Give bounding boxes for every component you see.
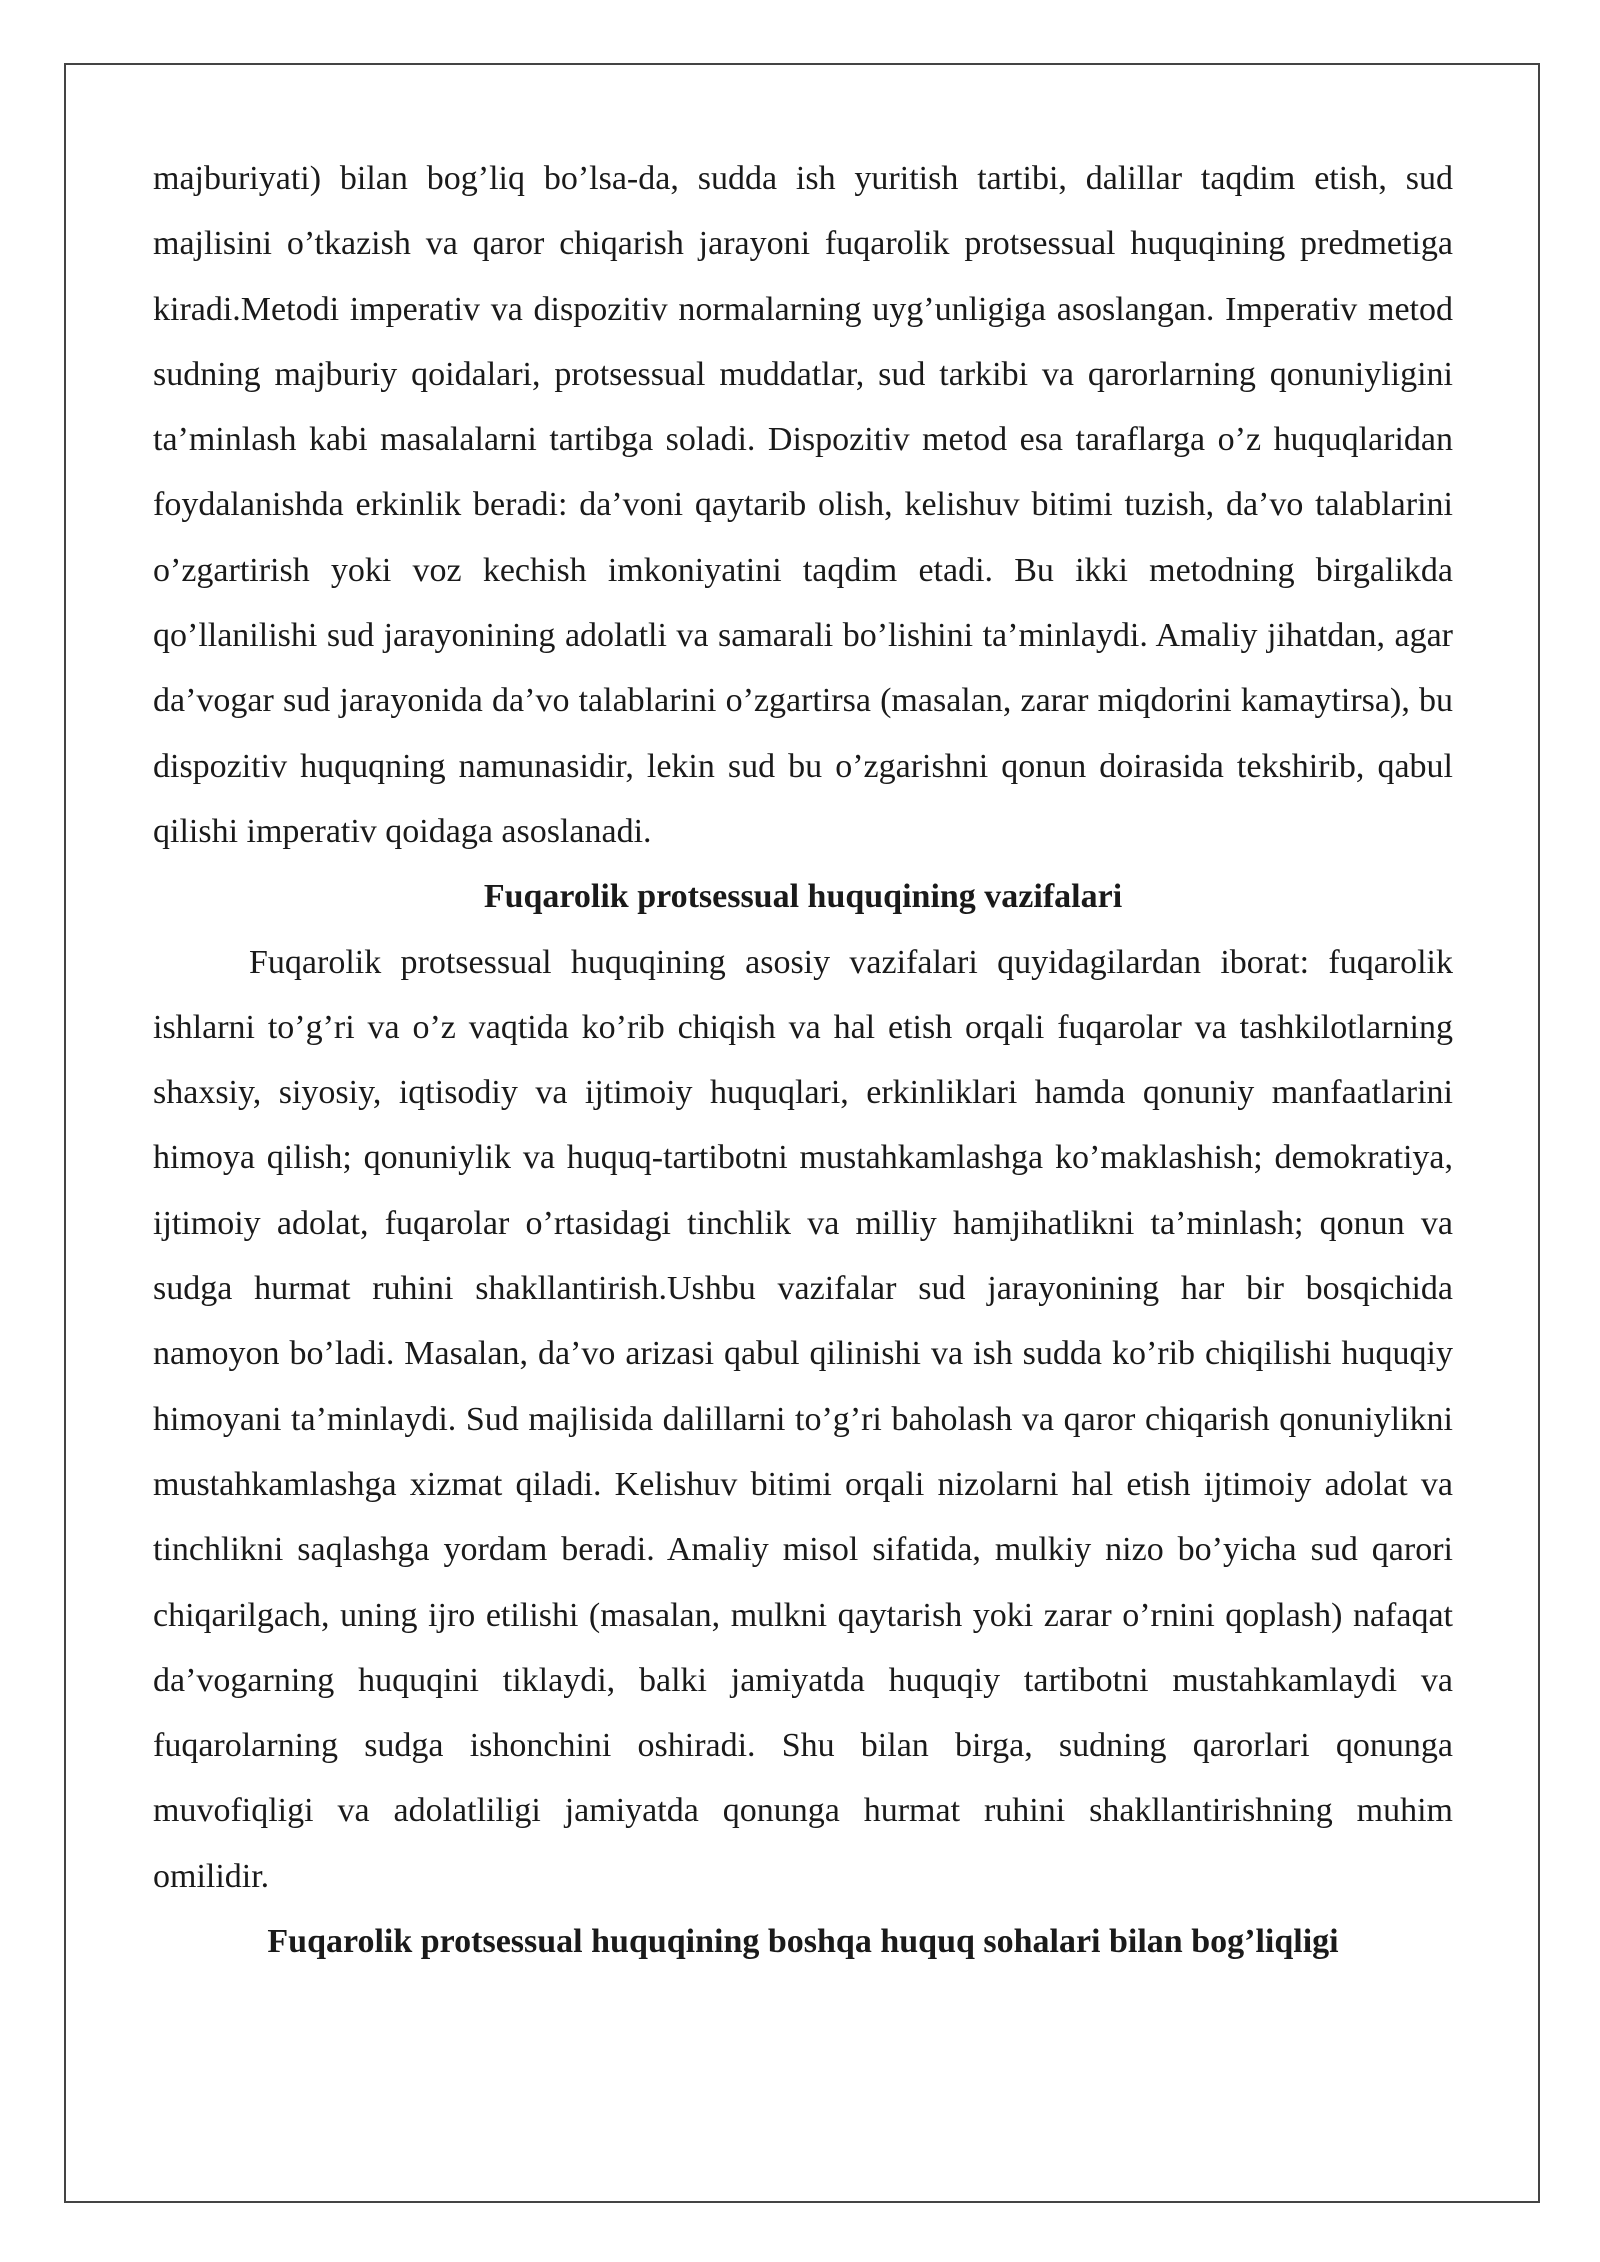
section-heading-tasks: Fuqarolik protsessual huquqining vazifalari [483, 878, 1123, 916]
section-heading-relations: Fuqarolik protsessual huquqining boshqa huquq sohalari bilan bog’liqligi [267, 1923, 1339, 1961]
paragraph-tasks: Fuqarolik protsessual huquqining asosiy vazifalari quyidagilardan iborat: fuqarolik ishlarni to’g’ri va o’z vaqtida ko’rib chiqish va hal etish orqali fuqarolar va tashkilotlarning shaxsiy, siyosiy, iqtisodiy va ijtimoiy huquqlari, erkinliklari hamda qonuniy manfaatlarini himoya qilish; qonuniylik va huquq-tartibotni mustahkamlashga ko’maklashish; demokratiya, ijtimoiy adolat, fuqarolar o’rtasidagi tinchlik va milliy hamjihatlikni ta’minlash; qonun va sudga hurmat ruhini shakllantirish.Ushbu vazifalar sud jarayonining har bir bosqichida namoyon bo’ladi. Masalan, da’vo arizasi qabul qilinishi va ish sudda ko’rib chiqilishi huquqiy himoyani ta’minlaydi. Sud majlisida dalillarni to’g’ri baholash va qaror chiqarish qonuniylikni mustahkamlashga xizmat qiladi. Kelishuv bitimi orqali nizolarni hal etish ijtimoiy adolat va tinchlikni saqlashga yordam beradi. Amaliy misol sifatida, mulkiy nizo bo’yicha sud qarori chiqarilgach, uning ijro etilishi (masalan, mulkni qaytarish yoki zarar o’rnini qoplash) nafaqat da’vogarning huquqini tiklaydi, balki jamiyatda huquqiy tartibotni mustahkamlaydi va fuqarolarning sudga ishonchini oshiradi. Shu bilan birga, sudning qarorlari qonunga muvofiqligi va adolatliligi jamiyatda qonunga hurmat ruhini shakllantirishning muhim omilidir. [153, 943, 1453, 1895]
paragraph-methods: majburiyati) bilan bog’liq bo’lsa-da, sudda ish yuritish tartibi, dalillar taqdim etish, sud majlisini o’tkazish va qaror chiqarish jarayoni fuqarolik protsessual huquqining predmetiga kiradi.Metodi imperativ va dispozitiv normalarning uyg’unligiga asoslangan. Imperativ metod sudning majburiy qoidalari, protsessual muddatlar, sud tarkibi va qarorlarning qonuniyligini ta’minlash kabi masalalarni tartibga soladi. Dispozitiv metod esa taraflarga o’z huquqlaridan foydalanishda erkinlik beradi: da’voni qaytarib olish, kelishuv bitimi tuzish, da’vo talablarini o’zgartirish yoki voz kechish imkoniyatini taqdim etadi. Bu ikki metodning birgalikda qo’llanilishi sud jarayonining adolatli va samarali bo’lishini ta’minlaydi. Amaliy jihatdan, agar da’vogar sud jarayonida da’vo talablarini o’zgartirsa (masalan, zarar miqdorini kamaytirsa), bu dispozitiv huquqning namunasidir, lekin sud bu o’zgarishni qonun doirasida tekshirib, qabul qilishi imperativ qoidaga asoslanadi. [153, 160, 1453, 850]
document-body [153, 146, 1453, 1974]
